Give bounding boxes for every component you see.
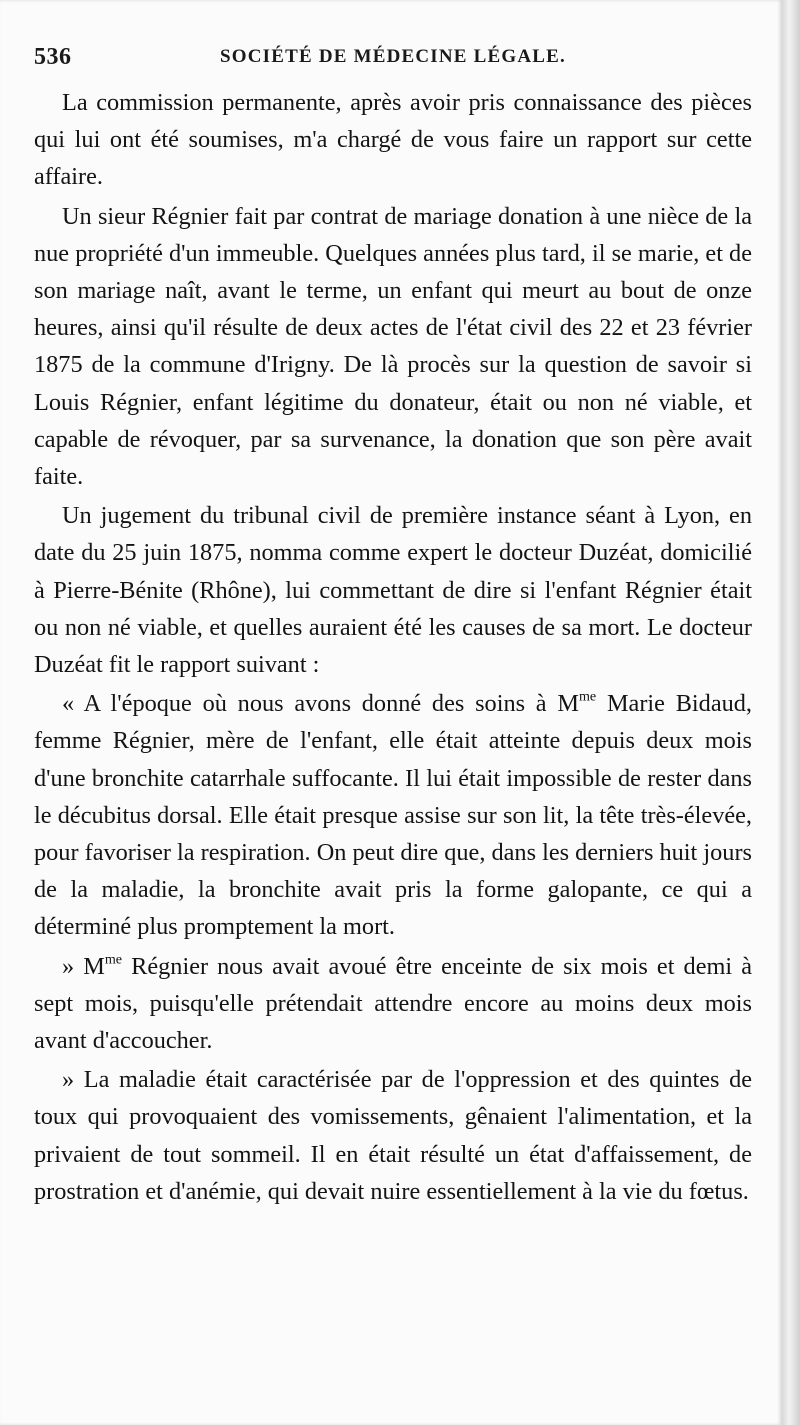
- paragraph-report-quote-3: » La maladie était caractérisée par de l'oppression et des quintes de toux qui provoquaient des vomissements, gênaient l'alimentation, et la privaient de tout sommeil. Il en était résulté un état d'affaissement, de prostration et d'anémie, qui devait nuire essentiellement à la vie du fœtus.: [34, 1066, 752, 1205]
- quote-2-rest: Régnier nous avait avoué être enceinte de six mois et demi à sept mois, puisqu'elle prétendait attendre encore au moins deux mois avant d'accoucher.: [34, 952, 752, 1055]
- quote-1-start: « A l'époque où nous avons donné des soins à M: [62, 690, 579, 718]
- running-head: SOCIÉTÉ DE MÉDECINE LÉGALE.: [220, 46, 566, 67]
- paragraph-report-quote-2: [34, 948, 752, 1060]
- quote-1-sup: me: [578, 688, 597, 705]
- paragraph-case-facts: Un sieur Régnier fait par contrat de mariage donation à une nièce de la nue propriété d'un immeuble. Quelques années plus tard, il se marie, et de son mariage naît, avant le terme, un enfant qui meurt au bout de onze heures, ainsi qu'il résulte de deux actes de l'état civil des 22 et 23 février 1875 de la commune d'Irigny. De là procès sur la question de savoir si Louis Régnier, enfant légitime du donateur, était ou non né viable, et capable de révoquer, par sa survenance, la donation que son père avait faite.: [34, 202, 752, 491]
- page-edge: [782, 0, 800, 1425]
- quote-2-sup: me: [104, 951, 123, 968]
- body-text: [34, 84, 752, 1212]
- page-number: 536: [34, 44, 72, 70]
- quote-1-rest: Marie Bidaud, femme Régnier, mère de l'enfant, elle était atteinte depuis deux mois d'une bronchite catarrhale suffocante. Il lui était impossible de rester dans le décubitus dorsal. Elle était presque assise sur son lit, la tête très-élevée, pour favoriser la respiration. On peut dire que, dans les derniers huit jours de la maladie, la bronchite avait pris la forme galopante, ce qui a déterminé plus promptement la mort.: [34, 690, 752, 941]
- paragraph-commission: La commission permanente, après avoir pris connaissance des pièces qui lui ont été soumises, m'a chargé de vous faire un rapport sur cette affaire.: [34, 89, 752, 191]
- paragraph-judgment: Un jugement du tribunal civil de première instance séant à Lyon, en date du 25 juin 1875, nomma comme expert le docteur Duzéat, domicilié à Pierre-Bénite (Rhône), lui commettant de dire si l'enfant Régnier était ou non né viable, et quelles auraient été les causes de sa mort. Le docteur Duzéat fit le rapport suivant :: [34, 502, 752, 679]
- paragraph-report-quote-1: [34, 685, 752, 945]
- page-header: [34, 44, 754, 80]
- quote-2-start: » M: [62, 952, 105, 980]
